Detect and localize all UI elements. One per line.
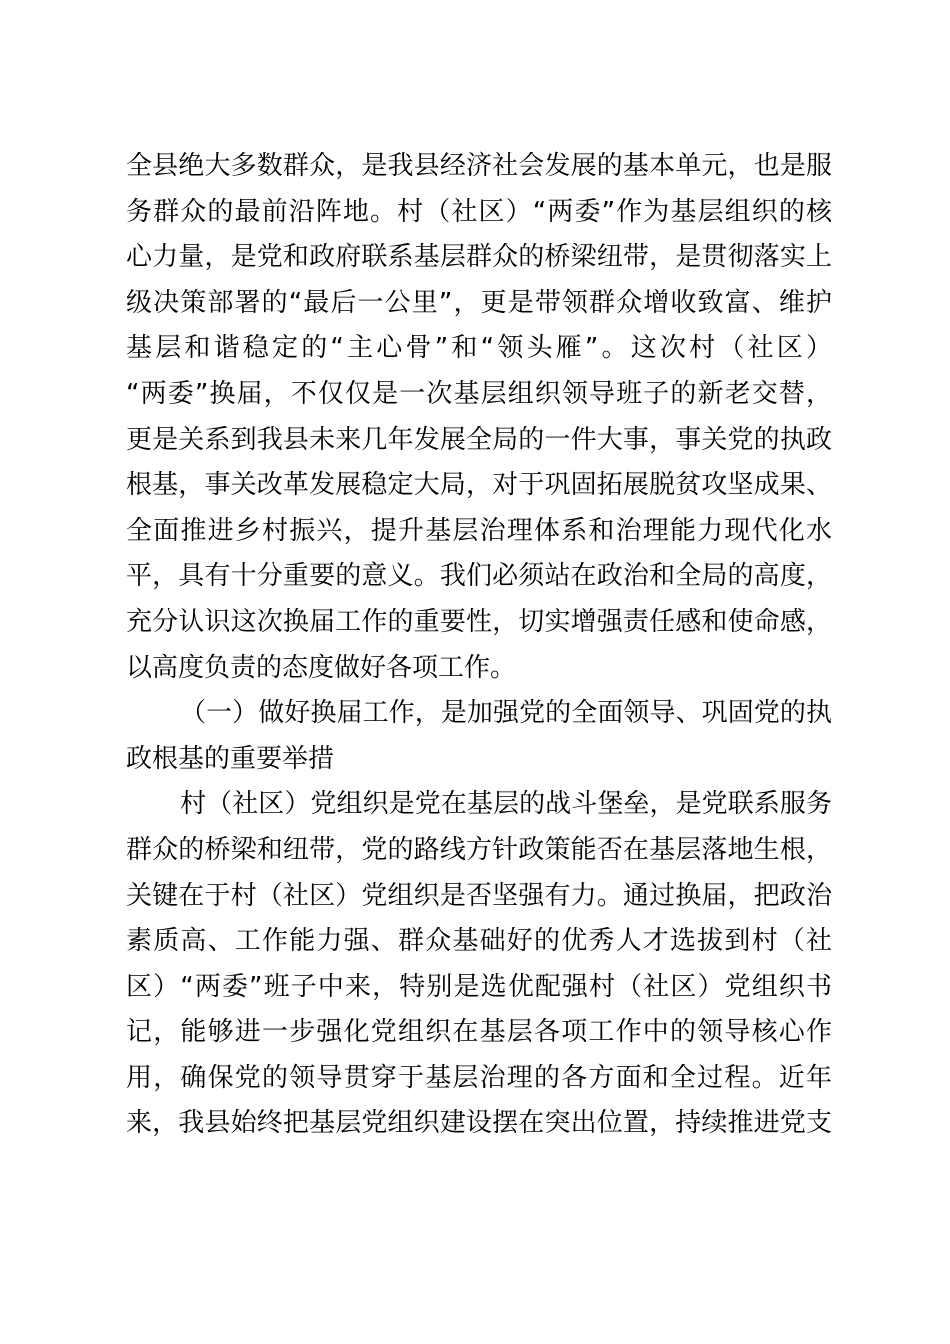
text-line: 全面推进乡村振兴，提升基层治理体系和治理能力现代化水 [126,515,832,546]
paragraph-intro [126,144,832,691]
heading-line: （一）做好换届工作，是加强党的全面领导、巩固党的执 [180,698,832,729]
text-line: 群众的桥梁和纽带，党的路线方针政策能否在基层落地生根， [126,834,832,865]
text-line: 根基，事关改革发展稳定大局，对于巩固拓展脱贫攻坚成果、 [126,470,832,501]
text-line: 务群众的最前沿阵地。村（社区）“两委”作为基层组织的核 [126,196,832,227]
text-line: 记，能够进一步强化党组织在基层各项工作中的领导核心作 [126,1017,832,1048]
text-line: 来，我县始终把基层党组织建设摆在突出位置，持续推进党支 [126,1108,832,1139]
paragraph-body [126,782,832,1147]
text-line: 更是关系到我县未来几年发展全局的一件大事，事关党的执政 [126,424,832,455]
text-line: 充分认识这次换届工作的重要性，切实增强责任感和使命感， [126,606,832,637]
text-line: 素质高、工作能力强、群众基础好的优秀人才选拔到村（社 [126,926,832,957]
document-body [126,144,832,1147]
text-line: 级决策部署的“最后一公里”，更是带领群众增收致富、维护 [126,287,832,318]
text-line: 用，确保党的领导贯穿于基层治理的各方面和全过程。近年 [126,1062,832,1093]
text-line: 平，具有十分重要的意义。我们必须站在政治和全局的高度， [126,561,832,592]
section-heading-1 [126,691,832,782]
text-line: 全县绝大多数群众，是我县经济社会发展的基本单元，也是服 [126,151,832,181]
text-line: 以高度负责的态度做好各项工作。 [126,652,517,683]
text-line: 基层和谐稳定的“主心骨”和“领头雁”。这次村（社区） [126,333,832,364]
text-line: 关键在于村（社区）党组织是否坚强有力。通过换届，把政治 [126,880,832,911]
text-line: 心力量，是党和政府联系基层群众的桥梁纽带，是贯彻落实上 [126,242,832,273]
heading-line: 政根基的重要举措 [126,743,335,774]
text-line: 区）“两委”班子中来，特别是选优配强村（社区）党组织书 [126,971,832,1002]
text-line: “两委”换届，不仅仅是一次基层组织领导班子的新老交替， [126,378,832,409]
text-line: 村（社区）党组织是党在基层的战斗堡垒，是党联系服务 [180,789,832,820]
